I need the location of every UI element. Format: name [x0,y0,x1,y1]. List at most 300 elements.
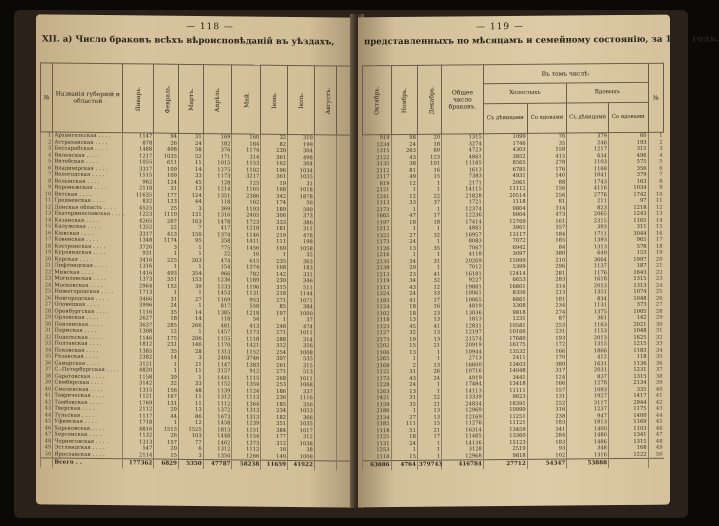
right-cell: 1168 [567,166,609,173]
left-cell: 1458 [203,420,232,427]
right-cell: 51 [391,427,417,434]
left-header-7 [261,65,288,134]
row-number: 33 [41,340,53,347]
row-number: 45 [41,418,53,425]
left-page [36,14,356,507]
province-name: Черниговская . . . . [53,438,123,445]
right-header-group: Въ томъ числѣ: [483,63,648,84]
left-cell: 12 [154,329,179,336]
right-cell: 2112 [363,168,392,175]
right-cell: 1315 [608,438,648,445]
right-cell: 17 [417,434,441,441]
left-cell: 236 [261,395,288,402]
right-cell: 1234 [363,142,392,149]
right-cell: 1253 [363,447,392,454]
right-cell: 1866 [567,348,609,355]
left-cell: 124 [178,192,203,199]
right-cell: 3044 [608,230,648,237]
left-cell: 111 [261,239,288,246]
province-name: Ковенская . . . . [53,237,123,244]
left-cell: 14 [178,309,203,316]
province-name: Владимірская . . . . [53,165,123,172]
right-cell: 1118 [363,317,392,324]
left-cell: 1316 [203,212,232,219]
left-cell: 1117 [123,413,154,420]
left-cell: 271 [261,297,288,304]
right-cell: 2 [391,362,417,369]
right-cell: 10061 [442,290,484,297]
right-cell: 9904 [483,212,527,219]
left-cell: 11 [178,394,203,401]
right-cell: 317 [527,368,567,375]
left-cell: 1146 [232,232,261,239]
left-cell: 1146 [123,335,154,342]
right-cell: 123 [417,154,441,161]
right-cell: 18 [391,219,417,226]
left-cell: 37 [288,317,315,324]
left-cell: 160 [232,134,261,141]
row-number: 30 [648,321,663,328]
right-cell: 187 [608,263,648,270]
right-cell: 1613 [442,167,484,174]
right-header-oct: Октябрь. [363,66,392,135]
left-total-label: Всего . . [53,458,123,468]
right-cell: 13 [417,317,441,324]
right-cell: 10581 [483,322,527,329]
right-cell: 2122 [363,155,392,162]
right-cell: 1 [417,239,441,246]
right-cell: 13339 [442,394,484,401]
row-number: 32 [648,334,663,341]
right-cell: 238 [527,413,567,420]
right-header-dec: Декабрь. [417,65,441,134]
left-header-1: Названія губерній и областей [53,63,123,133]
right-cell: 19881 [442,284,484,291]
left-cell: 168 [261,265,288,272]
left-cell: 1158 [123,374,154,381]
row-number: 20 [41,256,53,263]
right-cell: 13 [417,408,441,415]
left-cell: 1457 [203,329,232,336]
right-header-widowed-widows: Со вдовами [608,102,648,133]
left-cell: 18 [154,316,179,323]
left-cell: 1058 [288,245,315,252]
right-cell: 15999 [483,257,527,264]
province-name: Рязанская . . . . [53,354,123,361]
right-cell: 60 [608,132,648,139]
left-cell: 1071 [288,297,315,304]
right-cell: 34 [391,258,417,265]
row-number: 24 [648,282,663,289]
left-header-4 [178,64,203,133]
row-number: 50 [648,451,663,458]
left-cell: 1124 [232,388,261,395]
right-cell: 16801 [483,283,527,290]
right-cell: 21 [417,343,441,350]
left-cell: 3142 [123,380,154,387]
left-cell: 13 [178,407,203,414]
left-cell: 356 [288,401,315,408]
right-cell: 1183 [363,298,392,305]
left-cell: 912 [232,368,261,375]
right-cell: 13418 [483,381,527,388]
right-cell: 27 [391,232,417,239]
right-cell: 49 [391,174,417,181]
right-cell: 1202 [363,343,392,350]
right-cell: 315 [608,146,648,153]
right-cell: 2171 [442,180,484,187]
right-cell: 1165 [608,217,648,224]
right-cell: 834 [567,296,609,303]
right-cell: 281 [527,270,567,277]
row-number: 1 [648,132,663,139]
right-cell: 3128 [442,446,484,453]
left-cell: 315 [288,362,315,369]
left-cell: 2112 [123,406,154,413]
left-cell: 1152 [203,381,232,388]
left-cell: 511 [288,284,315,291]
left-cell: 337 [288,388,315,395]
left-cell: 1275 [203,167,232,174]
left-cell: 156 [154,387,179,394]
row-number: 47 [41,431,53,438]
right-cell: 3852 [483,153,527,160]
right-cell: 15 [391,453,417,460]
right-cell: 153 [608,250,648,257]
right-cell: 24 [391,291,417,298]
left-cell: 82 [261,141,288,148]
left-cell: 1132 [123,432,154,439]
right-cell: 17 [417,297,441,304]
right-cell: 1034 [608,185,648,192]
right-cell: 1126 [363,246,392,253]
left-cell: 306 [261,213,288,220]
right-cell: 1048 [608,295,648,302]
left-cell: 248 [261,323,288,330]
row-number: 44 [648,412,663,419]
left-cell: 1121 [123,393,154,400]
right-cell: 1113 [363,200,392,207]
left-cell: 3217 [232,173,261,180]
right-cell: 1118 [483,199,527,206]
right-cell: 156 [527,186,567,193]
left-cell: 1478 [203,219,232,226]
left-cell: 342 [261,193,288,200]
row-number: 37 [648,367,663,374]
right-cell: 296 [527,264,567,271]
right-cell: 1173 [363,239,392,246]
right-cell: 1 [391,187,417,194]
right-cell: 11111 [483,387,527,394]
right-cell: 1074 [608,289,648,296]
row-number: 25 [648,289,663,296]
right-cell: 12 [391,193,417,200]
left-cell: 14 [154,355,179,362]
right-cell: 20 [417,134,441,141]
right-cell: 1103 [608,425,648,432]
right-cell: 210 [527,257,567,264]
right-cell: 1 [391,447,417,454]
left-cell: 1313 [123,439,154,446]
left-cell: 832 [123,198,154,205]
left-total-cell: 5350 [178,459,203,469]
left-cell: 413 [154,231,179,238]
left-cell: 775 [203,245,232,252]
right-cell: 314 [527,205,567,212]
left-cell: 1018 [288,187,315,194]
left-cell: 52 [178,153,203,160]
left-cell: 1144 [288,291,315,298]
right-cell: 2944 [608,399,648,406]
right-cell: 1315 [442,134,484,141]
right-cell: 88 [527,179,567,186]
row-number: 27 [648,302,663,309]
right-cell: 253 [527,322,567,329]
row-number: 24 [41,282,53,289]
row-number: 39 [648,380,663,387]
right-cell: 10716 [442,368,484,375]
province-name: Новгородская . . . . [53,295,123,302]
right-cell: 12236 [442,212,484,219]
right-cell: 1175 [608,406,648,413]
right-cell: 43 [391,284,417,291]
left-cell: 311 [288,226,315,233]
left-cell: 31 [178,133,203,140]
right-cell: 32 [417,232,441,239]
left-cell: 235 [261,258,288,265]
right-cell: 558 [527,147,567,154]
left-cell: 1068 [288,382,315,389]
left-cell: 1453 [203,290,232,297]
right-cell: 97 [608,198,648,205]
right-cell: 168 [608,445,648,452]
right-cell: 649 [567,250,609,257]
left-cell: 219 [261,232,288,239]
left-cell: 1011 [288,375,315,382]
left-cell: 1416 [123,270,154,277]
row-number: 3 [41,145,53,152]
right-cell: 17414 [442,219,484,226]
left-cell: 1118 [232,336,261,343]
row-number-blank [41,458,53,468]
left-cell: 1152 [232,349,261,356]
right-cell: 1216 [363,252,392,259]
left-cell: 535 [288,356,315,363]
left-total-cell: 58238 [232,460,261,470]
right-cell: 9623 [483,394,527,401]
left-cell: 7 [178,225,203,232]
right-cell: 131 [527,394,567,401]
left-cell: 3996 [123,302,154,309]
row-number: 7 [648,172,663,179]
left-cell: 931 [123,250,154,257]
right-cell: 1421 [363,395,392,402]
right-cell: 6653 [483,277,527,284]
right-cell: 1997 [608,256,648,263]
right-cell: 18 [391,304,417,311]
left-cell: 2118 [123,185,154,192]
left-cell: 28 [178,348,203,355]
left-cell: 1017 [288,427,315,434]
province-name: Ярославская . . . . [53,451,123,459]
left-cell: 1313 [232,407,261,414]
right-cell: 1743 [567,179,609,186]
right-cell: 415 [527,153,567,160]
left-cell: 358 [203,238,232,245]
row-number: 8 [648,178,663,185]
left-cell: 32 [154,381,179,388]
left-cell: 1112 [203,401,232,408]
right-cell: 16175 [483,342,527,349]
right-cell: 1176 [567,270,609,277]
left-cell: 1312 [203,446,232,453]
right-cell: 13 [417,330,441,337]
right-cell: 10999 [483,407,527,414]
right-header-single-widows: Со вдовами [527,103,567,134]
left-cell: 109 [154,173,179,180]
right-cell: 142 [608,315,648,322]
left-cell: 474 [288,323,315,330]
right-cell: 41 [417,271,441,278]
right-cell: 380 [527,361,567,368]
right-cell: 1041 [567,172,609,179]
right-cell: 1711 [567,231,609,238]
left-cell: 11 [178,368,203,375]
right-cell: 373 [608,302,648,309]
left-cell: 177 [154,192,179,199]
right-header-widowed: Вдовыхъ [567,83,648,103]
left-cell: 1411 [232,238,261,245]
right-cell: 314 [527,283,567,290]
row-number: 38 [648,373,663,380]
right-cell: 348 [567,445,609,452]
right-cell: 41 [417,323,441,330]
right-cell: 37 [417,200,441,207]
right-cell: 823 [567,205,609,212]
right-cell: 43 [391,375,417,382]
left-cell: 384 [261,427,288,434]
right-cell: 380 [527,251,567,258]
left-total-cell: 41922 [288,460,315,470]
left-cell: 1116 [288,395,315,402]
right-cell: 81 [527,199,567,206]
right-cell: 263 [391,148,417,155]
right-cell: 1 [417,447,441,454]
left-cell: 16 [232,251,261,258]
left-cell: 125 [232,180,261,187]
left-cell: 218 [261,291,288,298]
right-cell: 124 [527,374,567,381]
left-cell: 45 [178,179,203,186]
left-cell: 154 [203,264,232,271]
left-cell: 1374 [232,264,261,271]
right-cell: 13 [417,336,441,343]
right-cell: 4861 [442,225,484,232]
left-cell: 86 [178,413,203,420]
right-cell: 4861 [442,154,484,161]
left-cell: 1 [178,290,203,297]
left-cell: 1462 [203,440,232,447]
row-number: 41 [41,392,53,399]
left-cell: 163 [178,218,203,225]
row-number: 5 [648,159,663,166]
right-cell: 1486 [567,439,609,446]
right-cell: 2713 [442,355,484,362]
province-name: Вологодская . . . . [53,172,123,179]
province-name: Тверская . . . . [53,406,123,413]
left-cell: 131 [154,400,179,407]
right-cell: 13 [391,388,417,395]
right-cell: 246 [567,140,609,147]
left-cell: 196 [261,167,288,174]
left-cell: 1223 [123,211,154,218]
left-cell: 124 [154,179,179,186]
left-cell: 3 [178,205,203,212]
right-cell: 13036 [442,310,484,317]
right-cell: 18391 [483,400,527,407]
right-cell: 1 [391,206,417,213]
row-number: 2 [648,139,663,146]
row-number: 48 [648,438,663,445]
right-cell: 1103 [567,159,609,166]
left-cell: 123 [154,199,179,206]
right-cell: 157 [527,387,567,394]
row-number: 42 [648,399,663,406]
row-number: 35 [648,354,663,361]
right-cell: 1927 [567,393,609,400]
right-cell: 12374 [442,206,484,213]
province-name: Архангельская . . . . [53,132,123,140]
left-cell: 56 [288,200,315,207]
right-cell: 11276 [442,420,484,427]
right-cell: 12 [391,180,417,187]
left-cell: 1352 [123,224,154,231]
right-cell: 1315 [567,341,609,348]
right-cell: 837 [567,374,609,381]
row-number: 3 [648,146,663,153]
row-number: 33 [648,341,663,348]
left-cell: 1035 [154,153,179,160]
left-cell: 611 [154,160,179,167]
right-cell: 1322 [363,233,392,240]
left-cell: 2405 [232,212,261,219]
right-cell: 341 [527,426,567,433]
right-cell: 965 [608,237,648,244]
left-cell: 408 [154,147,179,154]
right-cell: 16 [417,304,441,311]
left-cell: 1 [154,290,179,297]
left-cell: 1313 [203,349,232,356]
right-cell: 412 [567,354,609,361]
left-cell: 1214 [203,186,232,193]
right-cell: 2134 [363,415,392,422]
left-cell: 354 [178,270,203,277]
left-cell: 1151 [232,427,261,434]
left-cell: 1218 [232,310,261,317]
left-cell: 118 [203,199,232,206]
right-cell: 13532 [483,348,527,355]
left-cell: 376 [203,147,232,154]
left-cell: 94 [154,133,179,140]
right-cell: 11485 [442,433,484,440]
right-total-cell: 379743 [417,460,441,470]
right-cell: 93 [527,446,567,453]
row-number: 15 [648,224,663,231]
left-cell: 35 [154,348,179,355]
right-cell: 231 [527,329,567,336]
right-cell: 1375 [567,309,609,316]
right-cell: 13 [391,349,417,356]
